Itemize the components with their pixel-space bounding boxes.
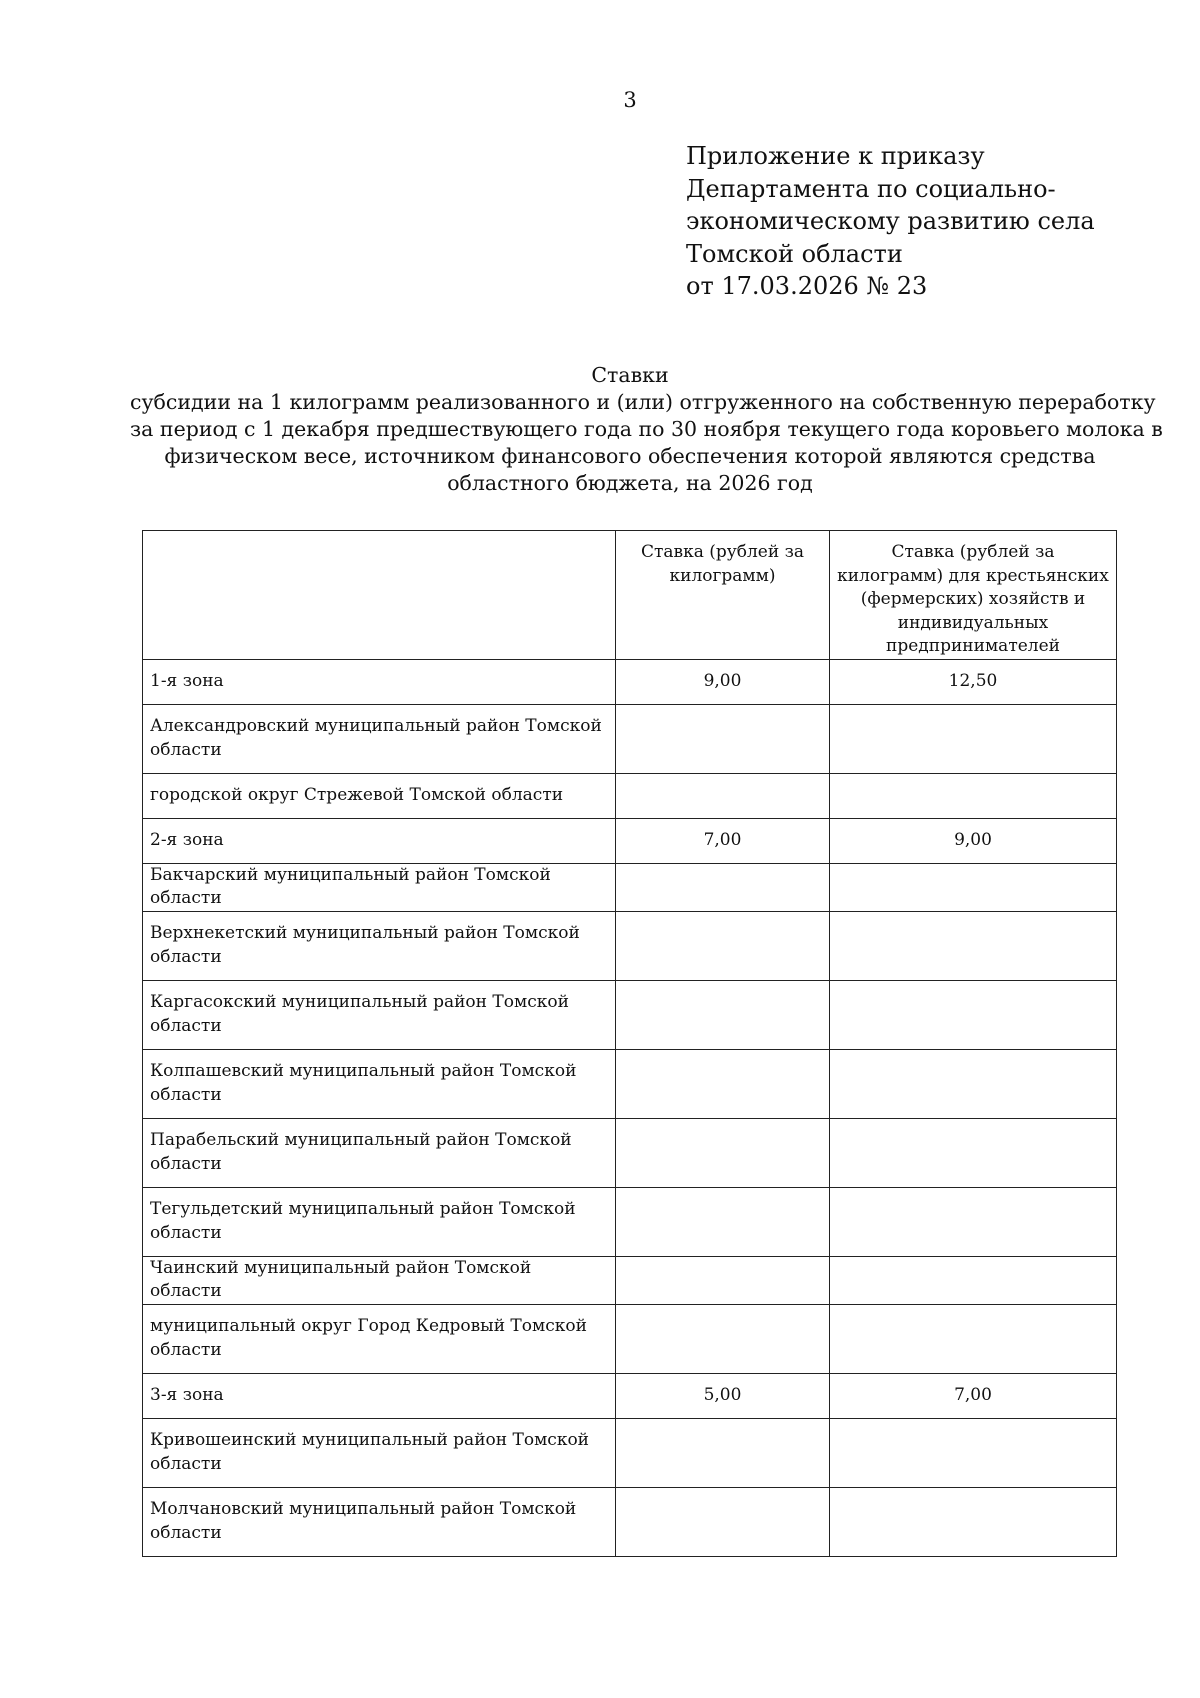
rate-cell — [616, 1487, 830, 1556]
rate-farm-cell — [830, 911, 1117, 980]
rate-farm-cell — [830, 1118, 1117, 1187]
rate-farm-cell: 7,00 — [830, 1373, 1117, 1418]
appendix-block — [686, 140, 1166, 303]
rate-cell — [616, 911, 830, 980]
rate-farm-cell — [830, 773, 1117, 818]
rate-cell: 9,00 — [616, 659, 830, 704]
page-number: 3 — [623, 88, 637, 112]
rate-cell — [616, 1118, 830, 1187]
territory-cell: 1-я зона — [143, 659, 616, 704]
rate-farm-cell: 12,50 — [830, 659, 1117, 704]
territory-cell: Бакчарский муниципальный район Томской области — [143, 863, 616, 911]
territory-cell: Молчановский муниципальный район Томской области — [143, 1487, 616, 1556]
rate-cell — [616, 1418, 830, 1487]
table-row — [143, 1256, 1117, 1304]
rate-farm-cell — [830, 1049, 1117, 1118]
table-row — [143, 1304, 1117, 1373]
appendix-line: Томской области — [686, 239, 903, 268]
header-cell-rate: Ставка (рублей за килограмм) — [616, 531, 830, 660]
table-row — [143, 911, 1117, 980]
title-line: областного бюджета, на 2026 год — [447, 471, 813, 495]
territory-cell: 3-я зона — [143, 1373, 616, 1418]
table-row-zone — [143, 659, 1117, 704]
rate-farm-cell — [830, 1187, 1117, 1256]
territory-cell: Парабельский муниципальный район Томской области — [143, 1118, 616, 1187]
rate-cell — [616, 863, 830, 911]
document-title — [130, 362, 1163, 497]
table-row — [143, 773, 1117, 818]
rate-cell — [616, 773, 830, 818]
table-row — [143, 1487, 1117, 1556]
rate-farm-cell — [830, 1256, 1117, 1304]
rate-cell — [616, 980, 830, 1049]
appendix-line: Департамента по социально- — [686, 174, 1056, 203]
table-row — [143, 980, 1117, 1049]
title-line: физическом весе, источником финансового обеспечения которой являются средства — [164, 444, 1096, 468]
territory-cell: городской округ Стрежевой Томской области — [143, 773, 616, 818]
header-cell-rate-farm: Ставка (рублей за килограмм) для крестьянских (фермерских) хозяйств и индивидуальных предпринимателей — [830, 531, 1117, 660]
rate-cell — [616, 1256, 830, 1304]
table-row-zone — [143, 818, 1117, 863]
table-row — [143, 1187, 1117, 1256]
territory-cell: Тегульдетский муниципальный район Томской области — [143, 1187, 616, 1256]
table-row — [143, 704, 1117, 773]
appendix-line: Приложение к приказу — [686, 142, 985, 170]
territory-cell: 2-я зона — [143, 818, 616, 863]
territory-cell: Верхнекетский муниципальный район Томской области — [143, 911, 616, 980]
header-cell-territory — [143, 531, 616, 660]
rate-farm-cell — [830, 980, 1117, 1049]
appendix-line: экономическому развитию села — [686, 207, 1095, 235]
rate-farm-cell — [830, 704, 1117, 773]
rate-cell — [616, 1304, 830, 1373]
table-row — [143, 863, 1117, 911]
territory-cell: Чаинский муниципальный район Томской области — [143, 1256, 616, 1304]
rate-farm-cell — [830, 863, 1117, 911]
rate-cell: 5,00 — [616, 1373, 830, 1418]
table-row-zone — [143, 1373, 1117, 1418]
table-header-row — [143, 531, 1117, 660]
rate-farm-cell — [830, 1418, 1117, 1487]
territory-cell: Кривошеинский муниципальный район Томской области — [143, 1418, 616, 1487]
territory-cell: Александровский муниципальный район Томской области — [143, 704, 616, 773]
title-line: субсидии на 1 килограмм реализованного и (или) отгруженного на собственную переработку — [130, 390, 1156, 414]
title-line: за период с 1 декабря предшествующего года по 30 ноября текущего года коровьего молока в — [130, 417, 1163, 441]
rate-farm-cell: 9,00 — [830, 818, 1117, 863]
rates-table — [142, 530, 1117, 1557]
rate-cell — [616, 1187, 830, 1256]
table-row — [143, 1118, 1117, 1187]
table-row — [143, 1049, 1117, 1118]
territory-cell: муниципальный округ Город Кедровый Томской области — [143, 1304, 616, 1373]
title-heading: Ставки — [591, 363, 669, 387]
rate-cell — [616, 1049, 830, 1118]
rate-farm-cell — [830, 1304, 1117, 1373]
rate-cell: 7,00 — [616, 818, 830, 863]
appendix-line: от 17.03.2026 № 23 — [686, 272, 928, 300]
rate-cell — [616, 704, 830, 773]
territory-cell: Колпашевский муниципальный район Томской области — [143, 1049, 616, 1118]
territory-cell: Каргасокский муниципальный район Томской области — [143, 980, 616, 1049]
table-row — [143, 1418, 1117, 1487]
rate-farm-cell — [830, 1487, 1117, 1556]
